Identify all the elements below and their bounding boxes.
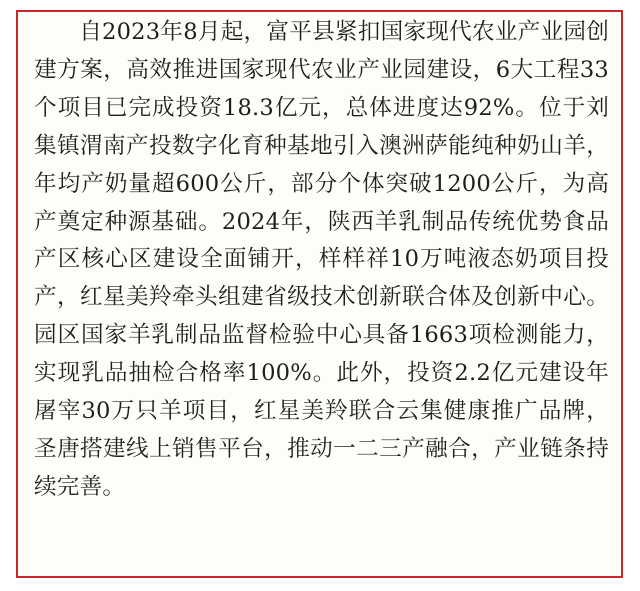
article-paragraph: 自2023年8月起，富平县紧扣国家现代农业产业园创建方案，高效推进国家现代农业产业园建设，6大工程33个项目已完成投资18.3亿元，总体进度达92%。位于刘集镇渭南产投数字化育种基地引入澳洲萨能纯种奶山羊，年均产奶量超600公斤，部分个体突破1200公斤，为高产奠定种源基础。2024年，陕西羊乳制品传统优势食品产区核心区建设全面铺开，样样祥10万吨液态奶项目投产，红星美羚牵头组建省级技术创新联合体及创新中心。园区国家羊乳制品监督检验中心具备1663项检测能力，实现乳品抽检合格率100%。此外，投资2.2亿元建设年屠宰30万只羊项目，红星美羚联合云集健康推广品牌，圣唐搭建线上销售平台，推动一二三产融合，产业链条持续完善。 [34,19,609,500]
bordered-text-box [16,10,623,578]
